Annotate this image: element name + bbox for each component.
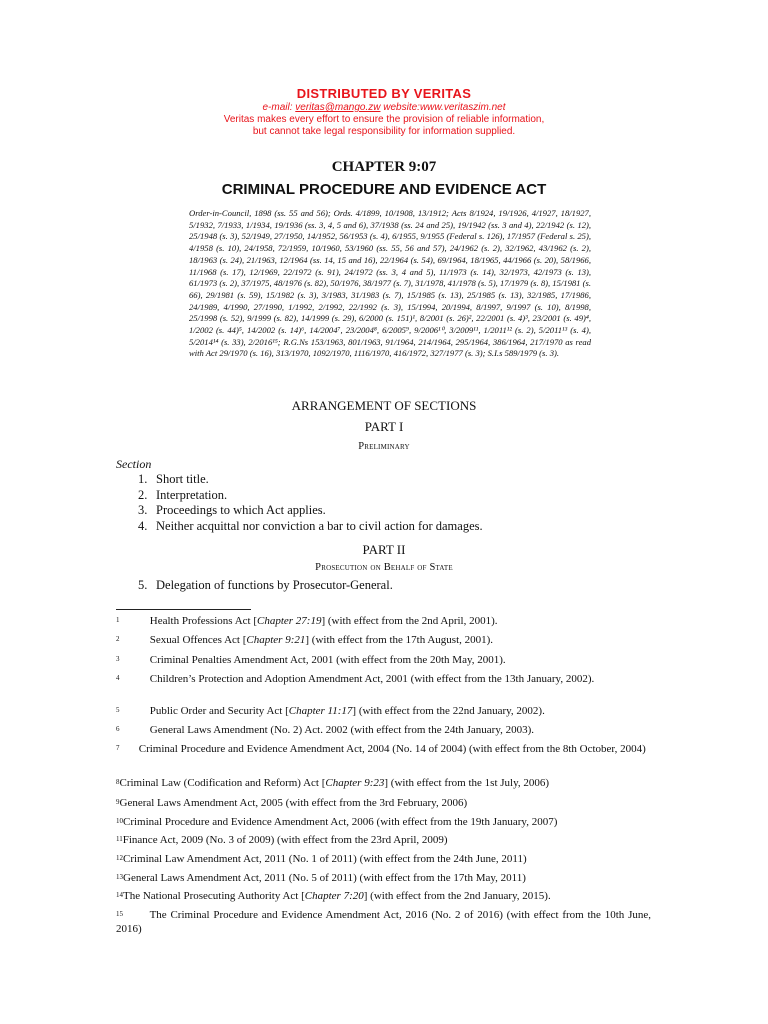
footnote: $^{11}$Finance Act, 2009 (No. 3 of 2009) (with effect from the 23rd April, 2009) [116, 834, 448, 846]
footnote: $^1$ Health Professions Act [Chapter 27:19] (with effect from the 2nd April, 2001). [116, 615, 498, 627]
footnote: $^{15}$ The Criminal Procedure and Evidence Amendment Act, 2016 (No. 2 of 2016) (with effect from the 10th June, 2016) [116, 909, 651, 935]
footnote-mark: 5 [116, 706, 120, 714]
disclaimer-line-1: Veritas makes every effort to ensure the provision of reliable information, [223, 114, 545, 125]
footnote-mark: 12 [116, 854, 123, 862]
section-title: Neither acquittal nor conviction a bar to civil action for damages. [156, 519, 483, 533]
footnote-mark: 9 [116, 798, 120, 806]
email-prefix: e-mail: [262, 102, 296, 113]
footnote: $^{10}$Criminal Procedure and Evidence Amendment Act, 2006 (with effect from the 19th January, 2007) [116, 816, 558, 828]
section-item[interactable] [138, 578, 393, 593]
distributor-contact [0, 102, 768, 113]
footnote: $^5$ Public Order and Security Act [Chapter 11:17] (with effect from the 22nd January, 2002). [116, 705, 545, 717]
footnote: $^{14}$The National Prosecuting Authority Act [Chapter 7:20] (with effect from the 2nd January, 2015). [116, 890, 551, 902]
footnote: $^3$ Criminal Penalties Amendment Act, 2001 (with effect from the 20th May, 2001). [116, 654, 506, 666]
legislative-history: Order-in-Council, 1898 (ss. 55 and 56); Ords. 4/1899, 10/1908, 13/1912; Acts 8/1924, 19/1926, 4/1927, 18/1927, 5/1932, 7/1933, 1/1934, 19/1936 (ss. 3, 4, 5 and 6), 37/1938 (ss. 24 and 25), 19/1942 (ss. 3 and 4), 22/1942 (s. 12), 25/1948 (s. 3), 52/1949, 27/1950, 14/1952, 56/1953 (s. 4), 6/1955, 9/1955 (Federal s. 126), 17/1957 (Federal s. 25), 4/1958 (s. 10), 24/1958, 72/1959, 10/1960, 53/1960 (ss. 55, 56 and 57), 24/1962 (s. 2), 32/1962, 43/1962 (s. 2), 18/1963 (s. 24), 21/1963, 12/1964 (ss. 14, 15 and 16), 22/1964 (s. 54), 69/1964, 18/1965, 44/1966 (s. 20), 58/1966, 11/1968 (s. 17), 12/1969, 22/1972 (s. 91), 24/1972 (ss. 3, 4 and 5), 11/1973 (s. 14), 32/1973, 42/1973 (s. 13), 61/1973 (s. 2), 37/1975, 48/1976 (s. 82), 50/1976, 38/1977 (s. 7), 31/1978, 41/1978 (s. 5), 17/1979 (s. 8), 15/1981 (s. 66), 29/1981 (s. 59), 15/1982 (s. 3), 3/1983, 31/1983 (s. 7), 15/1985 (s. 13), 25/1985 (s. 13), 32/1985, 17/1986, 24/1989, 4/1990, 27/1990, 1/1992, 2/1992, 22/1992 (s. 3), 15/1994, 20/1994, 8/1997, 9/1997 (s. 10), 8/1998, 25/1998 (s. 52), 9/1999 (s. 82), 14/1999 (s. 29), 6/2000 (s. 151)¹, 8/2001 (s. 26)², 22/2001 (s. 4)³, 23/2001 (s. 49)⁴, 1/2002 (s. 44)⁵, 14/2002 (s. 14)⁶, 14/2004⁷, 23/2004⁸, 6/2005⁹, 9/2006¹⁰, 3/2009¹¹, 1/2011¹² (s. 2), 5/2011¹³ (s. 4), 5/2014¹⁴ (s. 33), 2/2016¹⁵; R.G.Ns 153/1963, 801/1963, 91/1964, 214/1964, 295/1964, 386/1964, 217/1970 as read with Act 29/1970 (s. 16), 313/1970, 1092/1970, 1116/1970, 416/1972, 327/1977 (s. 3); S.I.s 589/1979 (s. 3). [189, 208, 591, 359]
distributor-title: DISTRIBUTED BY VERITAS [296, 86, 472, 101]
section-item[interactable] [138, 519, 483, 534]
footnote-mark: 6 [116, 725, 120, 733]
footnote: $^9$General Laws Amendment Act, 2005 (with effect from the 3rd February, 2006) [116, 797, 468, 809]
footnote: $^8$Criminal Law (Codification and Reform) Act [Chapter 9:23] (with effect from the 1st July, 2006) [116, 777, 550, 789]
footnote: $^{12}$Criminal Law Amendment Act, 2011 (No. 1 of 2011) (with effect from the 24th June, 2011) [116, 853, 527, 865]
act-title: CRIMINAL PROCEDURE AND EVIDENCE ACT [221, 181, 547, 198]
section-number: 1. [138, 472, 148, 486]
footnote-mark: 7 [116, 744, 120, 752]
footnote: $^4$ Children’s Protection and Adoption Amendment Act, 2001 (with effect from the 13th January, 2002). [116, 673, 595, 685]
section-title: Delegation of functions by Prosecutor-General. [156, 578, 393, 592]
footnote-mark: 11 [116, 835, 123, 843]
section-number: 3. [138, 503, 148, 517]
chapter-number: CHAPTER 9:07 [331, 159, 437, 175]
footnote-mark: 8 [116, 778, 120, 786]
footnote-mark: 14 [116, 891, 123, 899]
website-prefix: website: [380, 102, 420, 113]
section-item[interactable] [138, 488, 227, 503]
section-number: 4. [138, 519, 148, 533]
section-label: Section [116, 457, 152, 471]
arrangement-heading: ARRANGEMENT OF SECTIONS [291, 398, 477, 413]
disclaimer-line-2: but cannot take legal responsibility for information supplied. [252, 126, 516, 137]
footnote-mark: 1 [116, 616, 120, 624]
section-number: 2. [138, 488, 148, 502]
section-item[interactable] [138, 472, 209, 487]
footnote: $^2$ Sexual Offences Act [Chapter 9:21] (with effect from the 17th August, 2001). [116, 634, 494, 646]
part-1-subheading: Preliminary [358, 441, 410, 452]
footnote-mark: 10 [116, 817, 123, 825]
footnote: $^7$ Criminal Procedure and Evidence Amendment Act, 2004 (No. 14 of 2004) (with effect from the 8th October, 2004) [116, 743, 646, 755]
section-title: Proceedings to which Act applies. [156, 503, 326, 517]
website-link[interactable]: www.veritaszim.net [419, 102, 506, 113]
footnote: $^6$ General Laws Amendment (No. 2) Act. 2002 (with effect from the 24th January, 2003). [116, 724, 535, 736]
part-1-heading: PART I [364, 419, 404, 434]
footnote-mark: 13 [116, 873, 123, 881]
section-item[interactable] [138, 503, 326, 518]
section-title: Short title. [156, 472, 209, 486]
footnote-mark: 3 [116, 655, 120, 663]
email-link[interactable]: veritas@mango.zw [295, 102, 381, 113]
footnote: $^{13}$General Laws Amendment Act, 2011 (No. 5 of 2011) (with effect from the 17th May, 2011) [116, 872, 526, 884]
footnote-mark: 4 [116, 674, 120, 682]
section-title: Interpretation. [156, 488, 228, 502]
footnote-mark: 15 [116, 910, 123, 918]
footnote-divider [116, 609, 251, 610]
part-2-heading: PART II [362, 542, 406, 557]
section-number: 5. [138, 578, 148, 592]
part-2-subheading: Prosecution on Behalf of State [315, 562, 453, 573]
footnote-mark: 2 [116, 635, 120, 643]
